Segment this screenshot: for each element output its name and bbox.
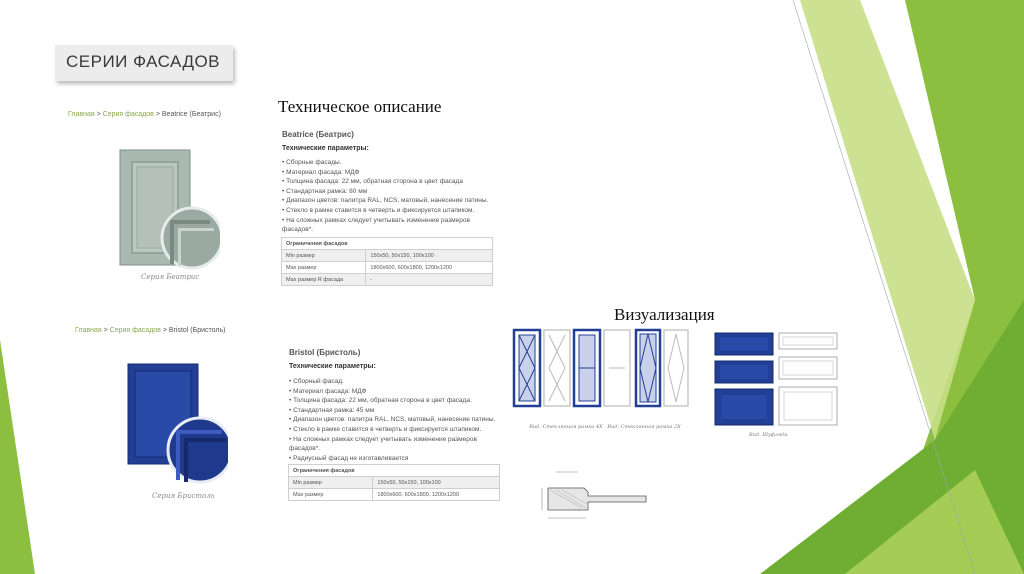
table-cell-value: 1800x600, 600x1800, 1200x1200	[366, 262, 493, 274]
beatrice-facade-image	[110, 140, 220, 270]
glass-frame-diamond-white	[664, 330, 688, 406]
param-item: • Стандартная рамка: 45 мм	[289, 406, 375, 414]
table-cell-label: Min размер	[289, 477, 373, 489]
table-row	[289, 489, 500, 501]
param-item: • На сложных рамках следует учитывать изменение размеров	[289, 435, 477, 443]
table-row	[282, 250, 493, 262]
param-item: • Сборные фасады.	[282, 159, 342, 166]
table-cell-label: Max размер	[289, 489, 373, 501]
param-item: • Стандартная рамка: 80 мм	[282, 187, 368, 195]
series-title: СЕРИИ ФАСАДОВ	[66, 52, 221, 71]
breadcrumb-current: Beatrice (Беатрис)	[161, 111, 221, 118]
bristol-facade-image	[118, 358, 228, 488]
param-item: • Диапазон цветов: палитра RAL, NCS, матовый, нанесение патины.	[289, 416, 496, 424]
param-item: • Радиусный фасад не изготавливается	[289, 454, 409, 462]
beatrice-limits-table	[281, 237, 493, 286]
breadcrumb-beatrice	[68, 111, 221, 118]
tech-description-heading: Техническое описание	[278, 97, 442, 116]
green-shape-left	[0, 340, 35, 574]
table-cell-value: 150x50, 50x150, 100x100	[373, 477, 500, 489]
breadcrumb-separator: >	[162, 327, 167, 334]
breadcrumb-current: Bristol (Бристоль)	[168, 327, 226, 334]
param-item: • Стекло в рамке ставится в четверть и фиксируется штапиком.	[282, 206, 475, 214]
param-item: фасадов*.	[289, 445, 321, 453]
beatrice-name: Beatrice (Беатрис)	[282, 130, 354, 139]
beatrice-params-list	[282, 158, 488, 235]
breadcrumb-separator: >	[103, 327, 108, 334]
param-item: • Материал фасада: МДФ	[282, 168, 360, 176]
param-item: • Толщина фасада: 22 мм, обратная сторона в цвет фасада	[282, 178, 463, 186]
drawer-drawings	[711, 329, 848, 429]
bristol-limits-table	[288, 464, 500, 501]
breadcrumb-separator: >	[155, 111, 160, 118]
table-header: Ограничения фасадов	[282, 238, 493, 250]
table-cell-label: Max размер	[282, 262, 366, 274]
param-item: • Толщина фасада: 22 мм, обратная сторона в цвет фасада.	[289, 397, 472, 405]
glass-frame-2x-blue	[574, 330, 600, 406]
visualization-heading: Визуализация	[614, 305, 715, 324]
param-item: фасадов*.	[282, 226, 314, 234]
table-cell-label: Max размер R фасада	[282, 274, 366, 286]
param-item: • Материал фасада: МДФ	[289, 387, 367, 395]
table-cell-value: 1800x600, 600x1800, 1200x1200	[373, 489, 500, 501]
breadcrumb-series-link[interactable]: Серия фасадов	[109, 327, 161, 334]
caption-glass-4x: Вид. Стеклянная рамка 4Х	[529, 424, 603, 430]
profile-section-drawing	[538, 466, 650, 530]
table-cell-value: -	[366, 274, 493, 286]
table-header: Ограничения фасадов	[289, 465, 500, 477]
beatrice-params-title: Технические параметры:	[282, 145, 369, 152]
table-row	[282, 262, 493, 274]
param-item: • Диапазон цветов: палитра RAL, NCS, матовый, нанесение патины.	[282, 197, 489, 205]
param-item: • Стекло в рамке ставится в четверть и фиксируется штапиком.	[289, 425, 482, 433]
table-row	[282, 274, 493, 286]
table-cell-value: 150x50, 50x150, 100x100	[366, 250, 493, 262]
drawer-drawings-panel	[711, 329, 848, 442]
table-row	[289, 477, 500, 489]
breadcrumb-bristol	[75, 327, 225, 334]
visualization-captions-row	[520, 424, 690, 430]
glass-frame-diamond-blue	[636, 330, 660, 406]
glass-frame-drawings	[512, 328, 692, 410]
glass-frame-4x-white	[544, 330, 570, 406]
param-item: • Сборный фасад.	[289, 378, 344, 385]
bristol-params-title: Технические параметры:	[289, 363, 376, 370]
bristol-caption: Серия Бристоль	[152, 492, 215, 500]
param-item: • На сложных рамках следует учитывать изменение размеров	[282, 216, 470, 224]
caption-glass-2x: Вид. Стеклянная рамка 2Х	[607, 424, 681, 430]
breadcrumb-home-link[interactable]: Главная	[68, 111, 95, 118]
bristol-name: Bristol (Бристоль)	[289, 348, 361, 357]
table-cell-label: Min размер	[282, 250, 366, 262]
bristol-params-list	[289, 377, 495, 463]
breadcrumb-home-link[interactable]: Главная	[75, 327, 102, 334]
breadcrumb-series-link[interactable]: Серия фасадов	[102, 111, 154, 118]
glass-frame-2x-white	[604, 330, 630, 406]
caption-drawer: Вид. Шуфляда	[749, 432, 788, 438]
breadcrumb-separator: >	[96, 111, 101, 118]
beatrice-caption: Серия Беатрис	[141, 273, 200, 281]
glass-frame-4x-blue	[514, 330, 540, 406]
series-title-badge	[55, 45, 233, 81]
